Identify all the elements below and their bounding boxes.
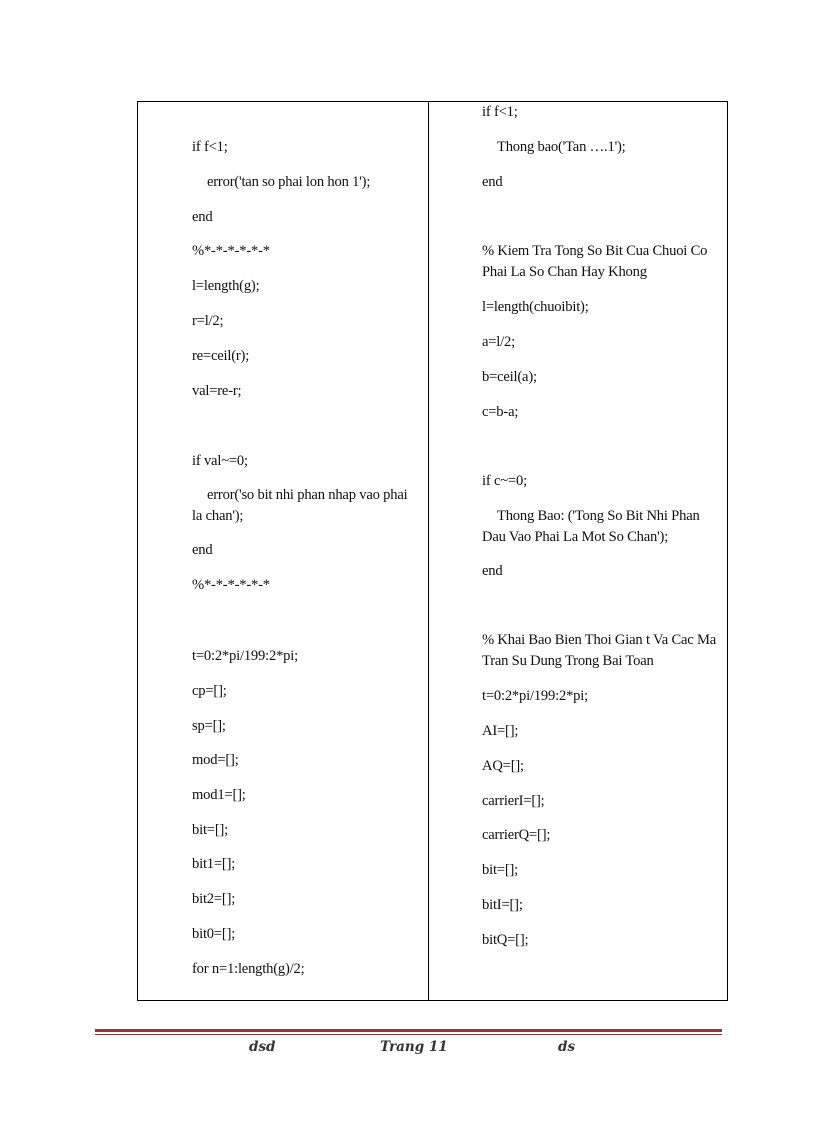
- footer-left-text: dsd: [249, 1039, 276, 1055]
- code-line: Thong bao('Tan ….1');: [497, 139, 626, 155]
- code-line: if c~=0;: [482, 473, 527, 489]
- code-line: error('so bit nhi phan nhap vao phai la chan');: [192, 487, 408, 524]
- code-line: error('tan so phai lon hon 1');: [207, 174, 371, 190]
- code-line: bitI=[];: [482, 897, 523, 913]
- code-line: b=ceil(a);: [482, 369, 537, 385]
- code-line: re=ceil(r);: [192, 348, 250, 364]
- code-line: bit1=[];: [192, 856, 236, 872]
- code-line: a=l/2;: [482, 334, 515, 350]
- footer-rule-thin: [95, 1034, 722, 1035]
- code-line: carrierI=[];: [482, 793, 545, 809]
- code-line: if f<1;: [192, 139, 228, 155]
- code-line: t=0:2*pi/199:2*pi;: [192, 648, 298, 664]
- code-line: bit2=[];: [192, 891, 236, 907]
- code-line: % Kiem Tra Tong So Bit Cua Chuoi Co Phai La So Chan Hay Khong: [482, 243, 708, 280]
- column-divider: [428, 102, 429, 1000]
- code-line: t=0:2*pi/199:2*pi;: [482, 688, 588, 704]
- code-line: l=length(chuoibit);: [482, 299, 589, 315]
- code-line: Thong Bao: ('Tong So Bit Nhi Phan Dau Vao Phai La Mot So Chan');: [482, 508, 700, 545]
- code-line: l=length(g);: [192, 278, 260, 294]
- code-line: r=l/2;: [192, 313, 224, 329]
- code-line: end: [192, 209, 213, 225]
- code-line: for n=1:length(g)/2;: [192, 961, 305, 977]
- code-line: sp=[];: [192, 718, 226, 734]
- page-number: Trang 11: [380, 1039, 448, 1055]
- code-line: mod1=[];: [192, 787, 246, 803]
- code-line: c=b-a;: [482, 404, 519, 420]
- code-line: AI=[];: [482, 723, 519, 739]
- code-line: bit0=[];: [192, 926, 236, 942]
- code-line: bitQ=[];: [482, 932, 529, 948]
- code-line: end: [482, 174, 503, 190]
- code-line: AQ=[];: [482, 758, 524, 774]
- code-line: bit=[];: [192, 822, 229, 838]
- code-line: if val~=0;: [192, 453, 248, 469]
- code-line: if f<1;: [482, 104, 518, 120]
- code-line: %*-*-*-*-*-*: [192, 577, 270, 593]
- code-line: cp=[];: [192, 683, 227, 699]
- code-line: mod=[];: [192, 752, 239, 768]
- code-line: end: [482, 563, 503, 579]
- code-line: % Khai Bao Bien Thoi Gian t Va Cac Ma Tran Su Dung Trong Bai Toan: [482, 632, 717, 669]
- footer-right-text: ds: [558, 1039, 576, 1055]
- footer-rule: [95, 1029, 722, 1032]
- code-line: end: [192, 542, 213, 558]
- code-line: carrierQ=[];: [482, 827, 551, 843]
- code-table: [137, 101, 728, 1001]
- code-line: %*-*-*-*-*-*: [192, 243, 270, 259]
- code-line: val=re-r;: [192, 383, 242, 399]
- code-line: bit=[];: [482, 862, 519, 878]
